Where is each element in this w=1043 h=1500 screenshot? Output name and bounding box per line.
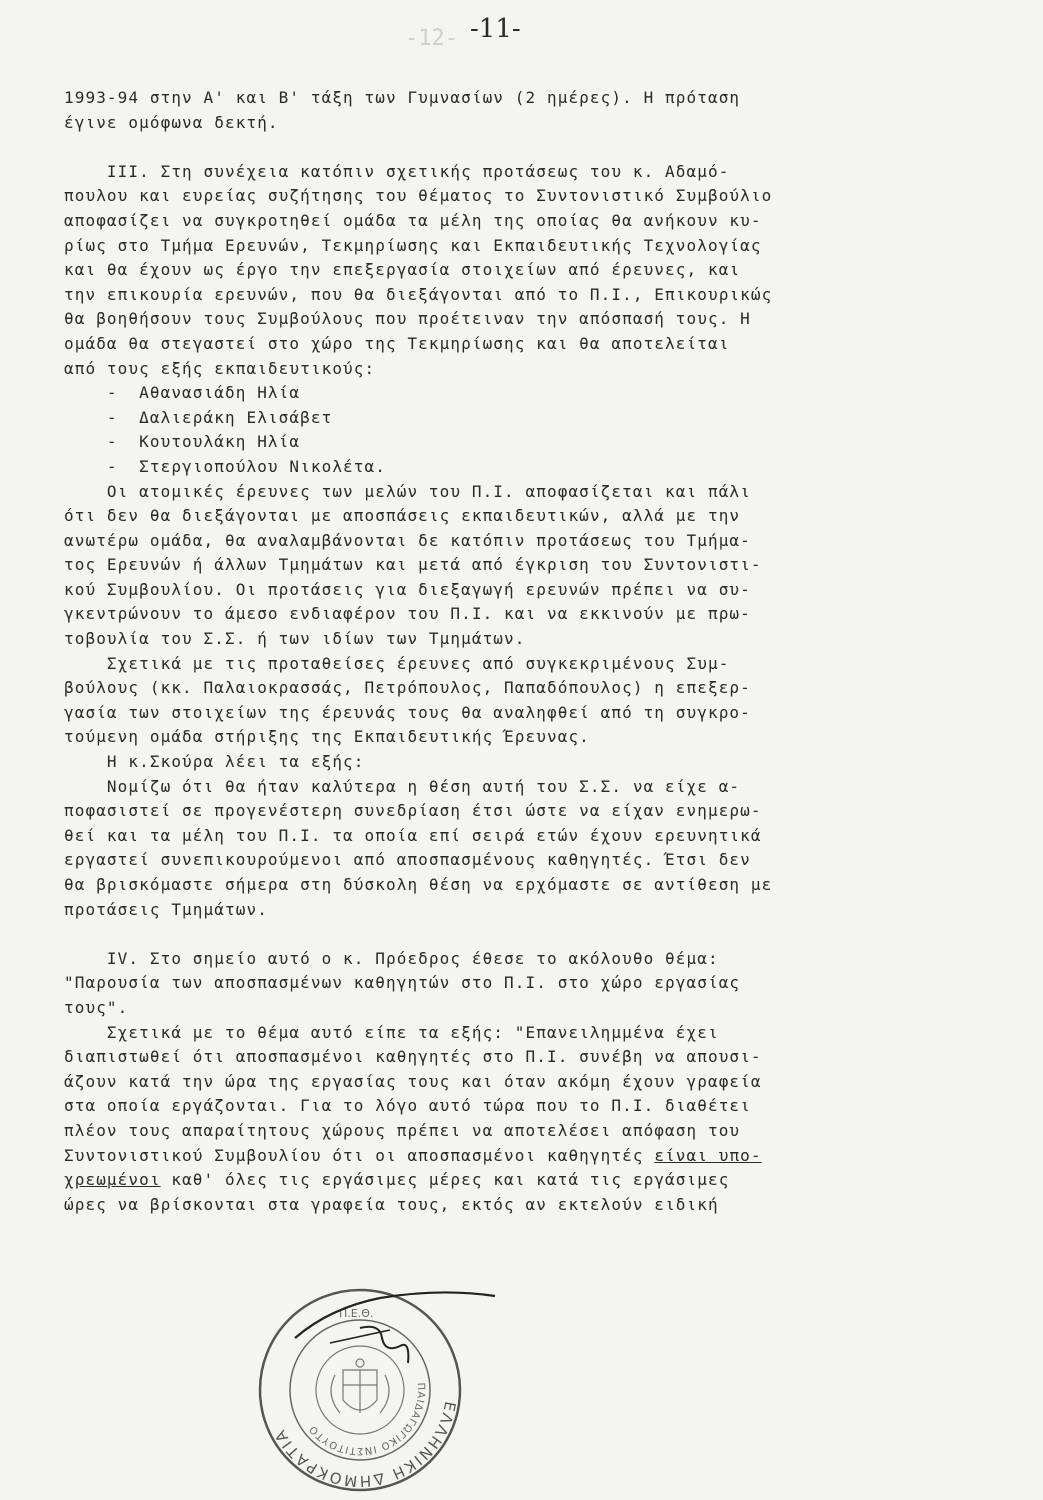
underlined-text: χρεωμένοι (64, 1170, 161, 1190)
text-line: ώρες να βρίσκονται στα γραφεία τους, εκτός αν εκτελούν ειδική (64, 1194, 719, 1214)
text-line: ρίως στο Τμήμα Ερευνών, Τεκμηρίωσης και Εκπαιδευτικής Τεχνολογίας (64, 235, 762, 255)
text-line: ανωτέρω ομάδα, θα αναλαμβάνονται δε κατόπιν προτάσεως του Τμήμα- (64, 530, 751, 550)
text-line: θα βρισκόμαστε σήμερα στη δύσκολη θέση να ερχόμαστε σε αντίθεση με (64, 875, 773, 894)
text-line: τος Ερευνών ή άλλων Τμημάτων και μετά από έγκριση του Συντονιστι- (64, 555, 762, 575)
section-iv-heading-line: IV. Στο σημείο αυτό ο κ. Πρόεδρος έθεσε το ακόλουθο θέμα: (64, 948, 719, 968)
member-list-item: - Κουτουλάκη Ηλία (64, 432, 301, 452)
text-line: "Παρουσία των αποσπασμένων καθηγητών στο Π.Ι. στο χώρο εργασίας (64, 973, 741, 993)
text-line (64, 1168, 944, 1193)
member-list-item: - Δαλιεράκη Ελισάβετ (64, 407, 333, 427)
text-line: την επικουρία ερευνών, που θα διεξάγονται από το Π.Ι., Επικουρικώς (64, 284, 773, 304)
faded-page-number: -12- (405, 26, 458, 51)
text-line: άζουν κατά την ώρα της εργασίας τους και όταν ακόμη έχουν γραφεία (64, 1071, 762, 1091)
text-line (64, 1144, 944, 1169)
text-line: πλέον τους απαραίτητους χώρους πρέπει να αποτελέσει απόφαση του (64, 1120, 741, 1140)
member-list-item: - Αθανασιάδη Ηλία (64, 383, 301, 403)
text-line: προτάσεις Τμημάτων. (64, 899, 268, 919)
text-line: θεί και τα μέλη του Π.Ι. τα οποία επί σειρά ετών έχουν ερευνητικά (64, 825, 762, 845)
text-line: τους". (64, 997, 129, 1017)
blank-line (64, 922, 944, 947)
text-line: από τους εξής εκπαιδευτικούς: (64, 358, 376, 378)
text-line: κού Συμβουλίου. Οι προτάσεις για διεξαγωγή ερευνών πρέπει να συ- (64, 579, 751, 599)
text-line: και θα έχουν ως έργο την επεξεργασία στοιχείων από έρευνες, και (64, 260, 741, 280)
document-body (64, 86, 944, 1217)
member-list-item: - Στεργιοπούλου Νικολέτα. (64, 456, 386, 476)
text-line: τούμενη ομάδα στήριξης της Εκπαιδευτικής Έρευνας. (64, 727, 590, 747)
text-line: αποφασίζει να συγκροτηθεί ομάδα τα μέλη της οποίας θα ανήκουν κυ- (64, 210, 762, 230)
page-number: -11- (470, 14, 521, 44)
text-line: Νομίζω ότι θα ήταν καλύτερα η θέση αυτή του Σ.Σ. να είχε α- (64, 776, 741, 796)
svg-text:Π.Ε.Θ.: Π.Ε.Θ. (339, 1307, 374, 1320)
text-line: πουλου και ευρείας συζήτησης του θέματος το Συντονιστικό Συμβούλιο (64, 186, 773, 206)
text-line: γασία των στοιχείων της έρευνάς τους θα αναληφθεί από τη συγκρο- (64, 702, 751, 722)
underlined-text: είναι υπο- (654, 1145, 762, 1165)
text-line: διαπιστωθεί ότι αποσπασμένοι καθηγητές στο Π.Ι. συνέβη να απουσι- (64, 1047, 762, 1067)
text-line: Οι ατομικές έρευνες των μελών του Π.Ι. αποφασίζεται και πάλι (64, 481, 751, 501)
text-segment: Συντονιστικού Συμβουλίου ότι οι αποσπασμένοι καθηγητές (64, 1145, 655, 1165)
text-line: 1993-94 στην Α' και Β' τάξη των Γυμνασίων (2 ημέρες). Η πρόταση (64, 88, 741, 107)
section-iii-heading-line: III. Στη συνέχεια κατόπιν σχετικής προτάσεως του κ. Αδαμό- (64, 161, 730, 181)
text-line: ποφασιστεί σε προγενέστερη συνεδρίαση έτσι ώστε να είχαν ενημερω- (64, 801, 762, 821)
text-line: Σχετικά με το θέμα αυτό είπε τα εξής: "Επανειλημμένα έχει (64, 1022, 719, 1042)
svg-text:ΕΛΛΗΝΙΚΗ ΔΗΜΟΚΡΑΤΙΑ: ΕΛΛΗΝΙΚΗ ΔΗΜΟΚΡΑΤΙΑ (270, 1400, 460, 1491)
text-line: εργαστεί συνεπικουρούμενοι από αποσπασμένους καθηγητές. Έτσι δεν (64, 850, 751, 870)
text-line: ομάδα θα στεγαστεί στο χώρο της Τεκμηρίωσης και θα αποτελείται (64, 333, 730, 353)
text-line: βούλους (κκ. Παλαιοκρασσάς, Πετρόπουλος, Παπαδόπουλος) η επεξερ- (64, 678, 751, 698)
text-line: θα βοηθήσουν τους Συμβούλους που προέτειναν την απόσπασή τους. Η (64, 309, 751, 329)
blank-line (64, 135, 944, 160)
text-line: τοβουλία του Σ.Σ. ή των ιδίων των Τμημάτων. (64, 629, 526, 649)
text-segment: καθ' όλες τις εργάσιμες μέρες και κατά τις εργάσιμες (160, 1170, 730, 1190)
text-line: Η κ.Σκούρα λέει τα εξής: (64, 752, 365, 772)
text-line: έγινε ομόφωνα δεκτή. (64, 112, 279, 132)
svg-text:ΠΑΙΔΑΓΩΓΙΚΟ ΙΝΣΤΙΤΟΥΤΟ: ΠΑΙΔΑΓΩΓΙΚΟ ΙΝΣΤΙΤΟΥΤΟ (307, 1382, 427, 1457)
text-line: Σχετικά με τις προταθείσες έρευνες από συγκεκριμένους Συμ- (64, 653, 730, 673)
text-line: στα οποία εργάζονται. Για το λόγο αυτό τώρα που το Π.Ι. διαθέτει (64, 1096, 751, 1116)
handwritten-signature (290, 1268, 500, 1378)
text-line: ότι δεν θα διεξάγονται με αποσπάσεις εκπαιδευτικών, αλλά με την (64, 506, 741, 526)
text-line: γκεντρώνουν το άμεσο ενδιαφέρον του Π.Ι. και να εκκινούν με πρω- (64, 604, 751, 624)
